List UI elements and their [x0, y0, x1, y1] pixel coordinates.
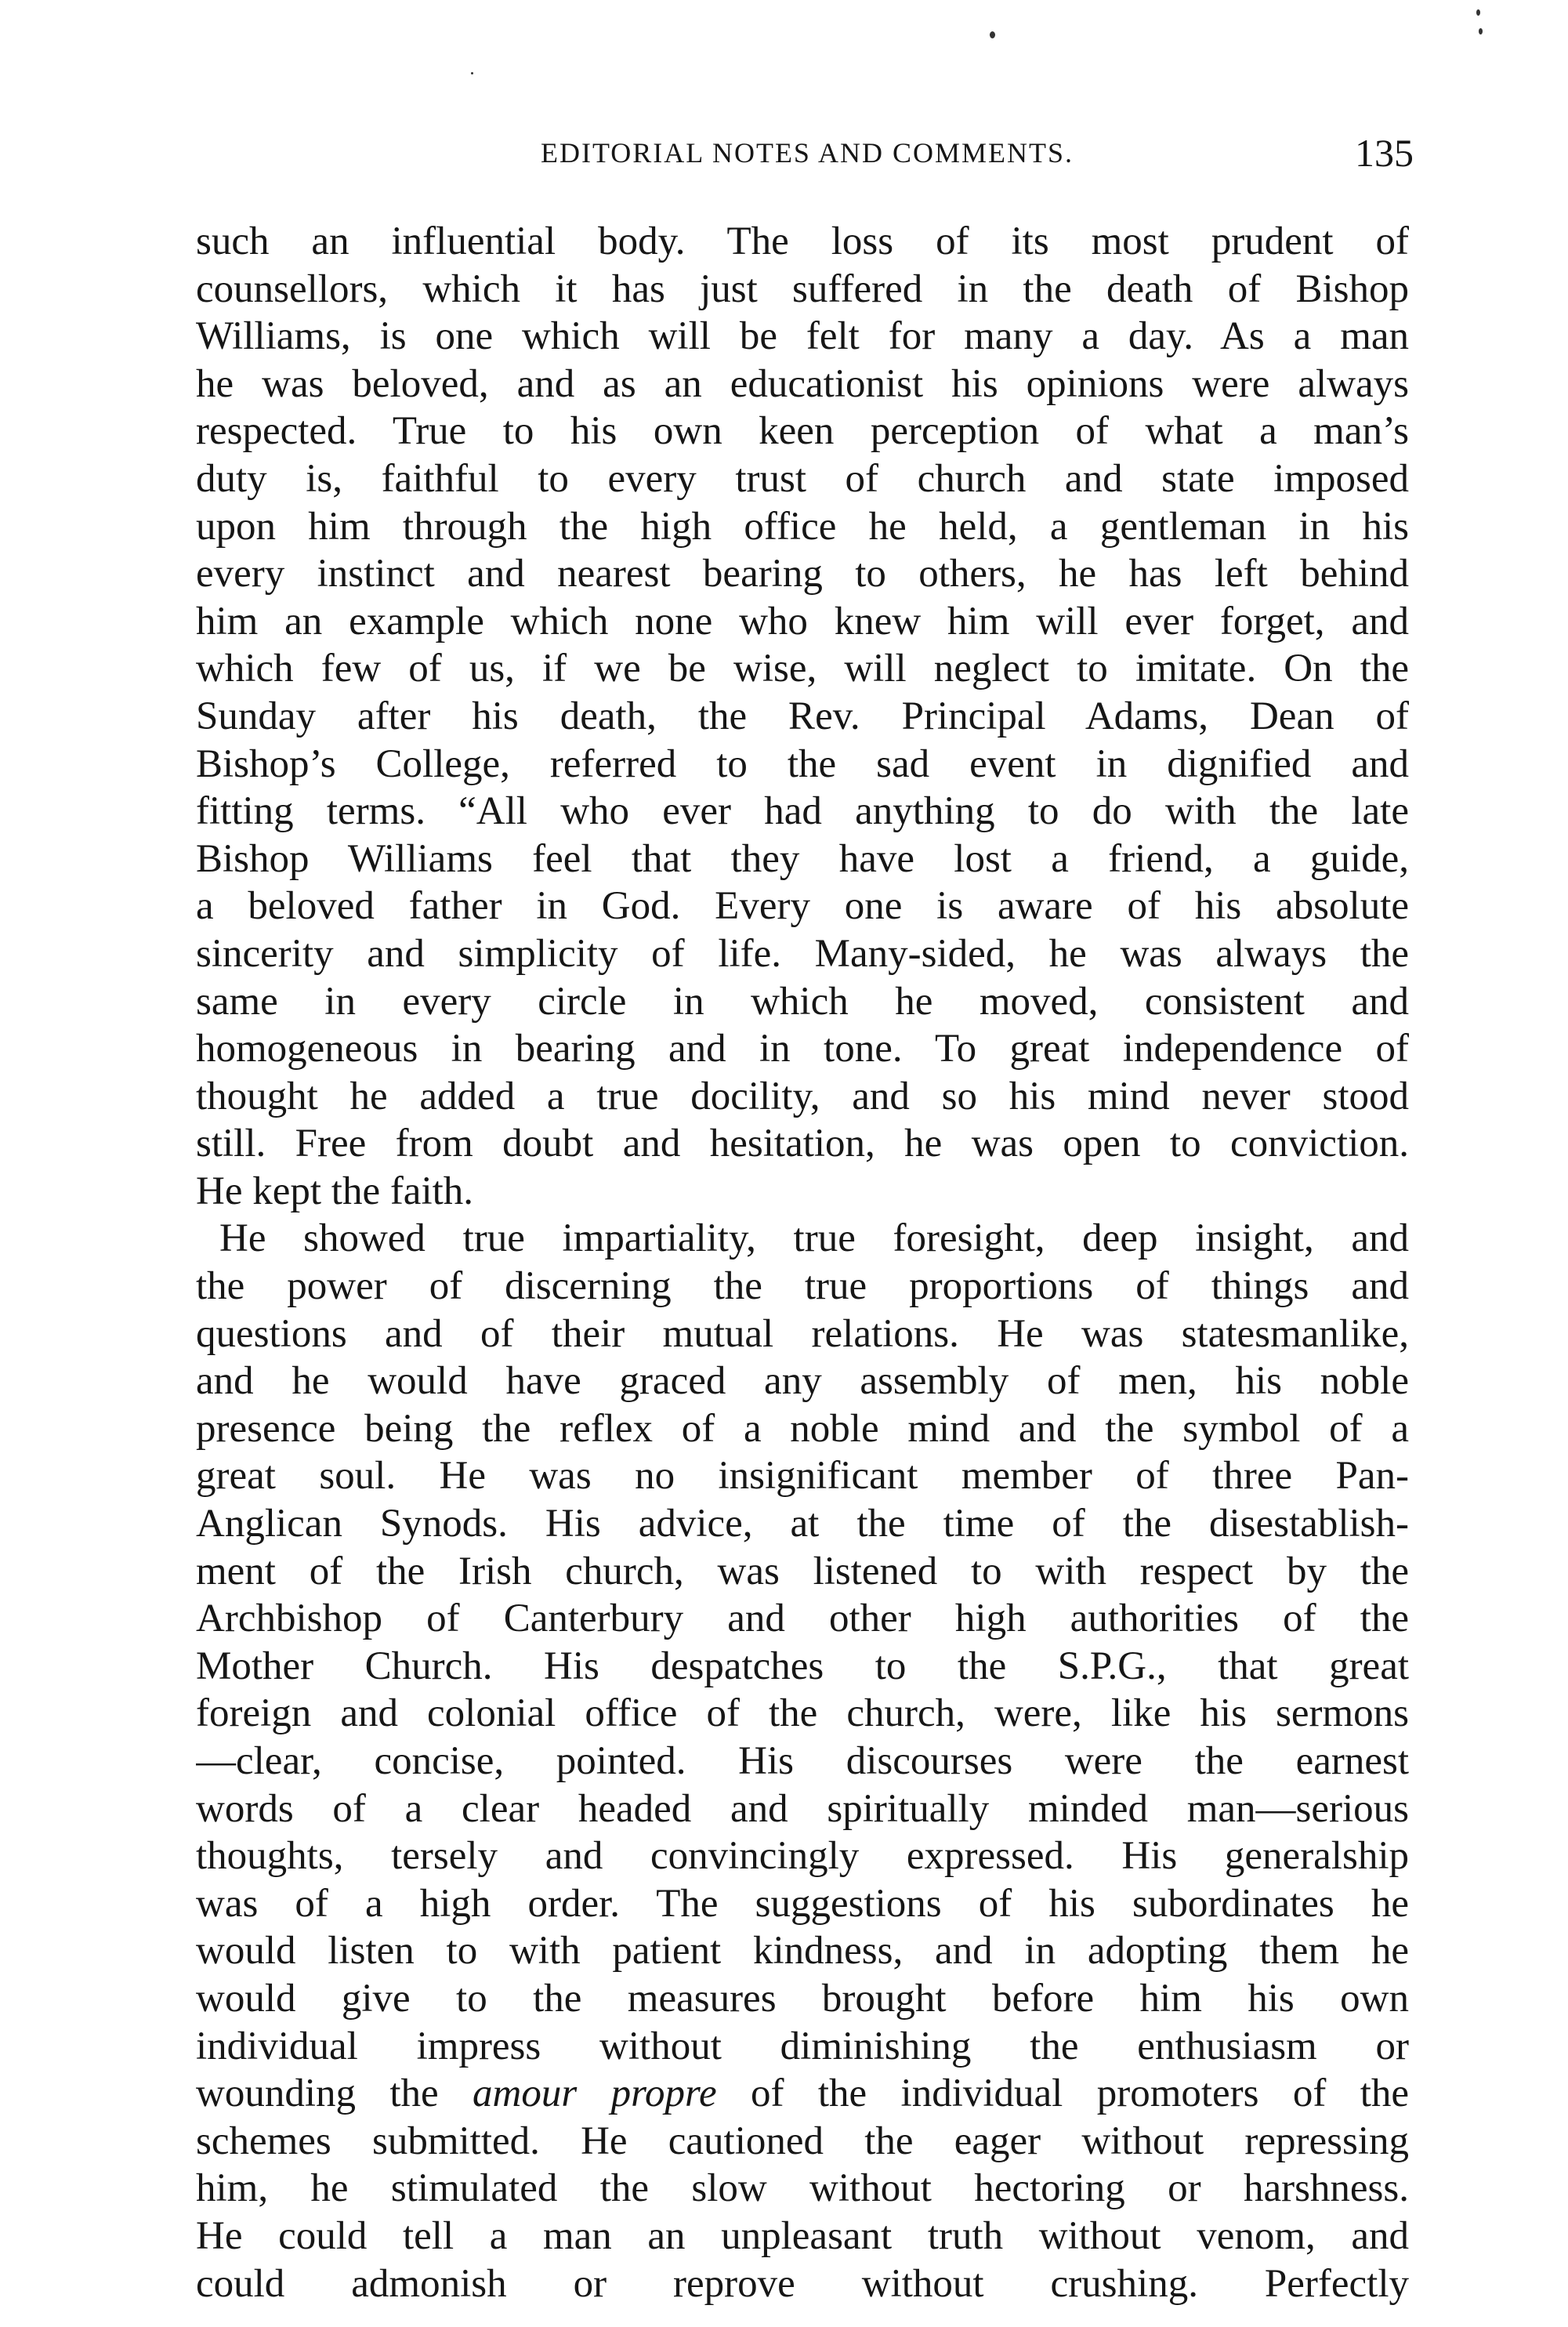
text-line: He showed true impartiality, true foresight, deep insight, and: [219, 1216, 1409, 1261]
text-line: He could tell a man an unpleasant truth without venom, and: [196, 2213, 1409, 2258]
page-number: 135: [1355, 131, 1414, 175]
text-line: counsellors, which it has just suffered in the death of Bishop: [196, 266, 1409, 311]
text-line: would listen to with patient kindness, and in adopting them he: [196, 1929, 1409, 1974]
text-line: him, he stimulated the slow without hectoring or harshness.: [196, 2166, 1409, 2211]
text-line: duty is, faithful to every trust of church and state imposed: [196, 456, 1409, 501]
text-line: thoughts, tersely and convincingly expressed. His generalship: [196, 1834, 1409, 1879]
body-text: [196, 218, 1409, 2307]
text-line: Anglican Synods. His advice, at the time of the disestablish-: [196, 1502, 1409, 1546]
text-line: upon him through the high office he held, a gentleman in his: [196, 504, 1409, 549]
text-line: could admonish or reprove without crushing. Perfectly: [196, 2261, 1409, 2306]
text-line: individual impress without diminishing the enthusiasm or: [196, 2024, 1409, 2068]
paragraph-1: [196, 218, 1409, 1215]
text-line: schemes submitted. He cautioned the eager without repressing: [196, 2119, 1409, 2163]
page-speck: [1476, 9, 1480, 16]
text-line: Williams, is one which will be felt for many a day. As a man: [196, 314, 1409, 359]
text-line: Bishop’s College, referred to the sad event in dignified and: [196, 741, 1409, 786]
text-line: words of a clear headed and spiritually minded man—serious: [196, 1786, 1409, 1831]
text-line: he was beloved, and as an educationist his opinions were always: [196, 361, 1409, 406]
text-line: Bishop Williams feel that they have lost a friend, a guide,: [196, 836, 1409, 881]
italic-phrase: amour propre: [473, 2071, 717, 2116]
text-line: such an influential body. The loss of its most prudent of: [196, 219, 1409, 263]
running-head: [196, 130, 1418, 177]
page-speck: [990, 31, 995, 38]
text-line: sincerity and simplicity of life. Many-sided, he was always the: [196, 931, 1409, 976]
text-line: was of a high order. The suggestions of his subordinates he: [196, 1881, 1409, 1926]
text-segment: of the individual promoters of the: [751, 2071, 1409, 2116]
text-line: and he would have graced any assembly of men, his noble: [196, 1359, 1409, 1404]
text-line: presence being the reflex of a noble mind and the symbol of a: [196, 1406, 1409, 1451]
text-line: ment of the Irish church, was listened to with respect by the: [196, 1549, 1409, 1593]
paragraph-2: [196, 1215, 1409, 2307]
text-line: homogeneous in bearing and in tone. To great independence of: [196, 1027, 1409, 1071]
text-line: still. Free from doubt and hesitation, he was open to conviction.: [196, 1122, 1409, 1166]
text-segment: wounding the: [196, 2071, 439, 2116]
text-line: foreign and colonial office of the church, were, like his sermons: [196, 1691, 1409, 1736]
text-line: respected. True to his own keen perception of what a man’s: [196, 409, 1409, 454]
page-speck: [1479, 28, 1483, 34]
text-line: thought he added a true docility, and so his mind never stood: [196, 1074, 1409, 1118]
text-line: a beloved father in God. Every one is aware of his absolute: [196, 884, 1409, 929]
text-line: the power of discerning the true proportions of things and: [196, 1264, 1409, 1309]
running-head-title: EDITORIAL NOTES AND COMMENTS.: [540, 137, 1074, 169]
page-speck: [471, 72, 473, 74]
text-line: him an example which none who knew him will ever forget, and: [196, 599, 1409, 643]
text-line: which few of us, if we be wise, will neglect to imitate. On the: [196, 647, 1409, 691]
text-line: same in every circle in which he moved, consistent and: [196, 979, 1409, 1024]
text-line: —clear, concise, pointed. His discourses were the earnest: [196, 1739, 1409, 1783]
text-line-with-italic: [196, 2070, 1409, 2118]
text-line: questions and of their mutual relations. He was statesmanlike,: [196, 1311, 1409, 1356]
text-line: Mother Church. His despatches to the S.P.G., that great: [196, 1644, 1409, 1688]
text-line: would give to the measures brought before him his own: [196, 1976, 1409, 2021]
text-line: Archbishop of Canterbury and other high authorities of the: [196, 1597, 1409, 1641]
text-line: great soul. He was no insignificant member of three Pan-: [196, 1454, 1409, 1499]
text-line: every instinct and nearest bearing to others, he has left behind: [196, 552, 1409, 596]
text-line: fitting terms. “All who ever had anything to do with the late: [196, 789, 1409, 834]
text-line: Sunday after his death, the Rev. Principal Adams, Dean of: [196, 694, 1409, 738]
text-line: He kept the faith.: [196, 1169, 474, 1213]
